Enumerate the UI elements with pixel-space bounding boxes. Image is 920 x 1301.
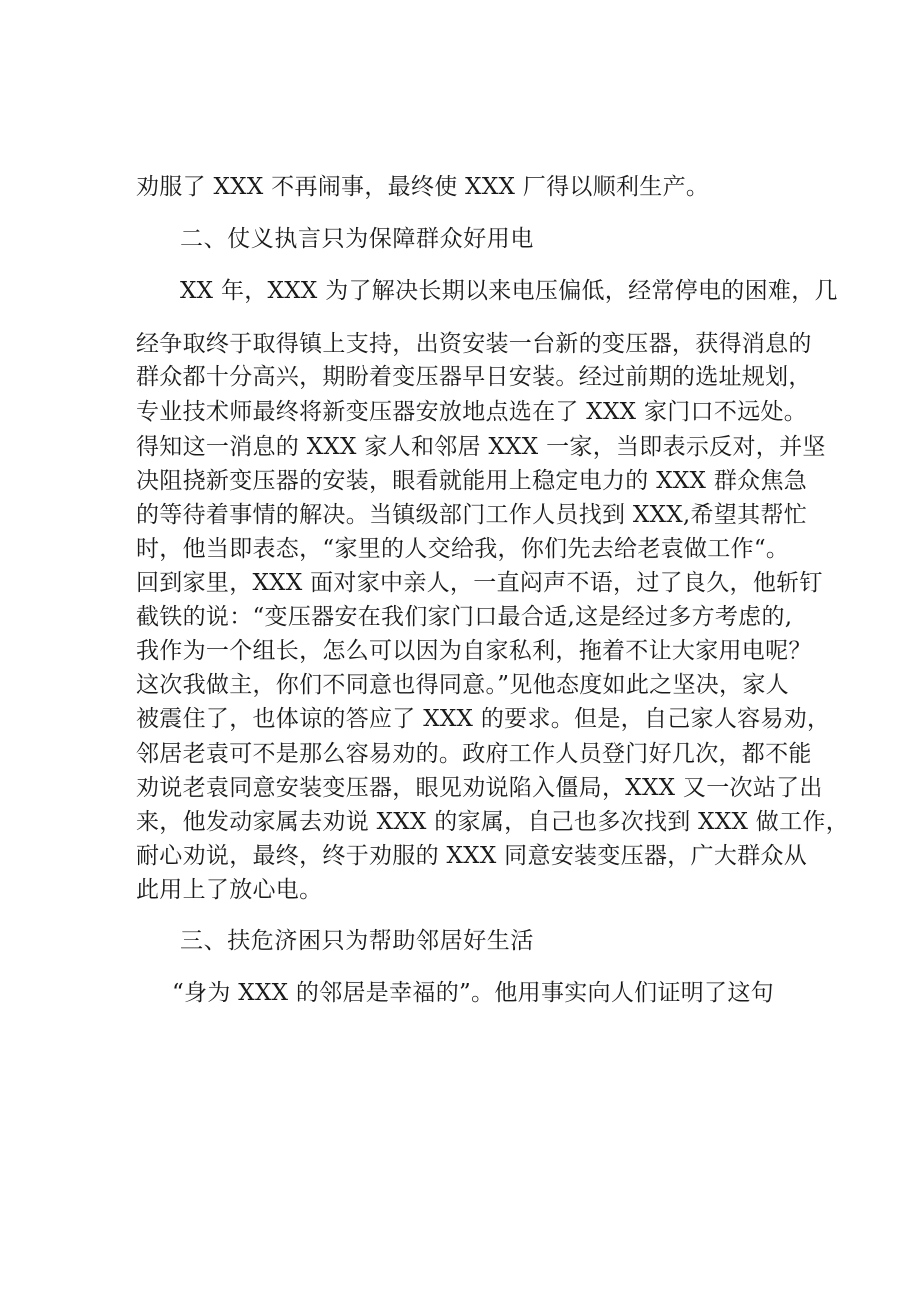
paragraph-line: 得知这一消息的 XXX 家人和邻居 XXX 一家，当即表示反对，并坚 xyxy=(136,434,826,460)
paragraph-line: 截铁的说：“变压器安在我们家门口最合适,这是经过多方考虑的, xyxy=(136,604,793,630)
paragraph-line: 此用上了放心电。 xyxy=(136,877,323,903)
paragraph-line: 我作为一个组长，怎么可以因为自家私利，拖着不让大家用电呢？ xyxy=(136,638,812,664)
paragraph-line: 这次我做主，你们不同意也得同意。”见他态度如此之坚决，家人 xyxy=(136,672,789,698)
paragraph-line: 决阻挠新变压器的安装，眼看就能用上稳定电力的 XXX 群众焦急 xyxy=(136,468,808,494)
section-3-first-line: “身为 XXX 的邻居是幸福的”。他用事实向人们证明了这句 xyxy=(172,980,774,1006)
section-2-heading: 二、仗义执言只为保障群众好用电 xyxy=(180,226,534,252)
paragraph-line: 被震住了，也体谅的答应了 XXX 的要求。但是，自己家人容易劝， xyxy=(136,706,831,732)
paragraph-line: 时，他当即表态，“家里的人交给我，你们先去给老袁做工作“。 xyxy=(136,536,790,562)
paragraph-line: 的等待着事情的解决。当镇级部门工作人员找到 XXX,希望其帮忙 xyxy=(136,502,808,528)
paragraph-line: 耐心劝说，最终，终于劝服的 XXX 同意安装变压器，广大群众从 xyxy=(136,843,808,869)
section-3-heading: 三、扶危济困只为帮助邻居好生活 xyxy=(180,928,534,954)
paragraph-line: 群众都十分高兴，期盼着变压器早日安装。经过前期的选址规划， xyxy=(136,364,812,390)
paragraph-line: 劝说老袁同意安装变压器，眼见劝说陷入僵局，XXX 又一次站了出 xyxy=(136,775,823,801)
paragraph-line: XX 年，XXX 为了解决长期以来电压偏低，经常停电的困难，几 xyxy=(180,278,838,304)
intro-line: 劝服了 XXX 不再闹事，最终使 XXX 厂得以顺利生产。 xyxy=(136,174,710,200)
paragraph-line: 经争取终于取得镇上支持，出资安装一台新的变压器，获得消息的 xyxy=(136,331,812,357)
paragraph-line: 邻居老袁可不是那么容易劝的。政府工作人员登门好几次，都不能 xyxy=(136,741,812,767)
paragraph-line: 来，他发动家属去劝说 XXX 的家属，自己也多次找到 XXX 做工作， xyxy=(136,809,849,835)
paragraph-line: 专业技术师最终将新变压器安放地点选在了 XXX 家门口不远处。 xyxy=(136,399,808,425)
paragraph-line: 回到家里，XXX 面对家中亲人，一直闷声不语，过了良久，他斩钉 xyxy=(136,570,823,596)
